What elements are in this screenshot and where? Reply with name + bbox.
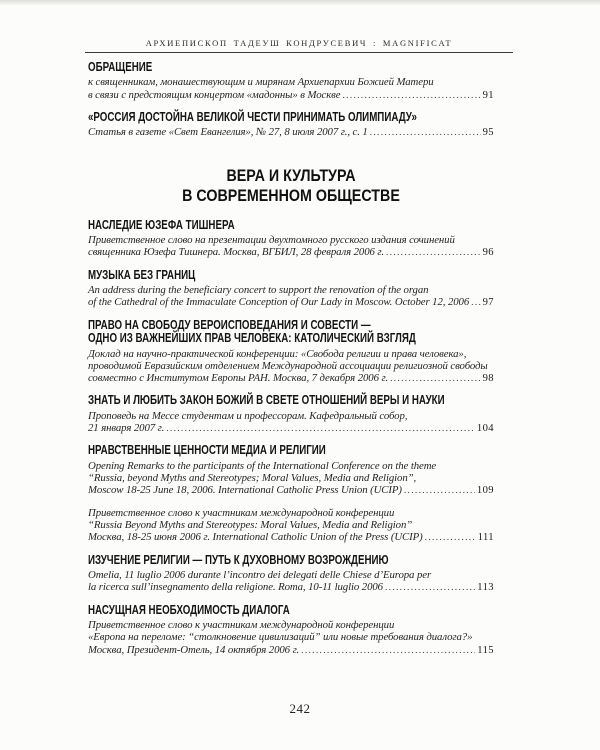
entry-title: ОБРАЩЕНИЕ xyxy=(88,60,153,74)
dot-leader xyxy=(390,373,481,385)
toc-entry xyxy=(88,219,494,260)
entry-desc-line: «Европа на переломе: “столкновение цивилизаций” или новые требования диалога?» xyxy=(88,631,473,644)
entry-desc-line: Приветственное слово к участникам международной конференции xyxy=(88,506,395,519)
entry-desc-line: к священникам, монашествующим и мирянам Архиепархии Божией Матери xyxy=(88,76,434,89)
entry-desc-tail: of the Cathedral of the Immaculate Conception of Our Lady in Moscow. October 12, 2006 xyxy=(88,296,470,309)
entry-page-number: 95 xyxy=(482,127,494,139)
entry-page-number: 97 xyxy=(482,297,494,309)
entry-desc-tail: Статья в газете «Свет Евангелия», № 27, 8 июля 2007 г., с. 1 xyxy=(88,126,368,139)
entry-dotline xyxy=(88,89,494,102)
entry-desc-line: Omelia, 11 luglio 2006 durante l’incontro dei delegati delle Chiese d’Europa per xyxy=(88,569,432,581)
entry-dotline xyxy=(88,126,494,139)
dot-leader xyxy=(404,485,475,497)
entry-description xyxy=(88,619,494,657)
entry-title-line-2: ОДНО ИЗ ВАЖНЕЙШИХ ПРАВ ЧЕЛОВЕКА: КАТОЛИЧЕСКИЙ ВЗГЛЯД xyxy=(88,331,416,346)
entry-desc-tail: священника Юзефа Тишнера. Москва, ВГБИЛ, 28 февраля 2006 г. xyxy=(88,246,384,259)
entry-description xyxy=(88,460,494,498)
entry-description xyxy=(88,507,494,545)
entry-dotline xyxy=(88,581,494,594)
entry-desc-tail: 21 января 2007 г. xyxy=(88,422,165,435)
section-title-line-2: В СОВРЕМЕННОМ ОБЩЕСТВЕ xyxy=(182,185,400,205)
entry-desc-tail: Москва, Президент-Отель, 14 октября 2006 г. xyxy=(88,643,300,656)
entry-description xyxy=(88,284,494,310)
entry-title: НАСУЩНАЯ НЕОБХОДИМОСТЬ ДИАЛОГА xyxy=(88,602,290,617)
toc-entry xyxy=(88,269,494,310)
entry-dotline xyxy=(88,531,494,544)
entry-desc-tail: совместно с Институтом Европы РАН. Москва, 7 декабря 2006 г. xyxy=(88,372,389,385)
entry-page-number: 98 xyxy=(482,373,494,385)
entry-title: ЗНАТЬ И ЛЮБИТЬ ЗАКОН БОЖИЙ В СВЕТЕ ОТНОШЕНИЙ ВЕРЫ И НАУКИ xyxy=(88,393,445,408)
dot-leader xyxy=(370,127,481,139)
entry-title: НРАВСТВЕННЫЕ ЦЕННОСТИ МЕДИА И РЕЛИГИИ xyxy=(88,443,326,458)
entry-title: «РОССИЯ ДОСТОЙНА ВЕЛИКОЙ ЧЕСТИ ПРИНИМАТЬ ОЛИМПИАДУ» xyxy=(88,110,417,124)
toc-entry xyxy=(88,111,494,140)
entry-desc-line: проводимой Евразийским отделением Международной ассоциации религиозной свободы xyxy=(88,359,488,372)
entry-desc-line: “Russia, beyond Myths and Stereotypes; Moral Values, Media and Religion”, xyxy=(88,472,417,485)
folio-page-number: 242 xyxy=(289,701,311,716)
section-title xyxy=(88,166,494,206)
toc-entry xyxy=(88,444,494,497)
entry-page-number: 104 xyxy=(476,423,494,435)
entry-description xyxy=(88,126,494,139)
entry-desc-tail: в связи с предстоящим концертом «мадонны» в Москве xyxy=(88,88,341,101)
dot-leader xyxy=(342,90,480,102)
entry-dotline xyxy=(88,296,494,309)
toc-entry-untitled xyxy=(88,507,494,545)
entry-dotline xyxy=(88,644,494,657)
entry-dotline xyxy=(88,422,494,435)
entry-desc-line: “Russia Beyond Myths and Stereotypes: Moral Values, Media and Religion” xyxy=(88,519,413,531)
entry-desc-tail: Moscow 18-25 June 18, 2006. International Catholic Press Union (UCIP) xyxy=(88,484,402,497)
dot-leader xyxy=(425,532,476,544)
entry-desc-line: Opening Remarks to the participants of the International Conference on the theme xyxy=(88,459,437,472)
toc-entry xyxy=(88,394,494,435)
entry-desc-line: An address during the beneficiary concert to support the renovation of the organ xyxy=(88,284,429,297)
dot-leader xyxy=(301,645,475,657)
entry-desc-line: Проповедь на Мессе студентам и профессорам. Кафедральный собор, xyxy=(88,409,408,422)
entry-title: НАСЛЕДИЕ ЮЗЕФА ТИШНЕРА xyxy=(88,217,235,232)
entry-description xyxy=(88,234,494,260)
running-header: АРХИЕПИСКОП ТАДЕУШ КОНДРУСЕВИЧ : MAGNIFICAT xyxy=(85,38,513,53)
dot-leader xyxy=(471,297,480,309)
entry-dotline xyxy=(88,246,494,259)
entry-page-number: 113 xyxy=(477,582,494,594)
entry-desc-tail: Москва, 18-25 июня 2006 г. International Catholic Union of the Press (UCIP) xyxy=(88,531,423,544)
entry-title: МУЗЫКА БЕЗ ГРАНИЦ xyxy=(88,267,196,282)
entry-description xyxy=(88,410,494,436)
entry-description xyxy=(88,348,494,386)
entry-title-line-1: ПРАВО НА СВОБОДУ ВЕРОИСПОВЕДАНИЯ И СОВЕСТИ — xyxy=(88,317,371,332)
dot-leader xyxy=(385,582,475,594)
table-of-contents xyxy=(88,61,494,666)
entry-desc-line: Приветственное слово к участникам международной конференции xyxy=(88,619,395,631)
entry-dotline xyxy=(88,484,494,497)
entry-dotline xyxy=(88,372,494,385)
entry-desc-line: Доклад на научно-практической конференции: «Свобода религии и права человека», xyxy=(88,347,467,360)
entry-page-number: 115 xyxy=(477,644,494,656)
toc-entry xyxy=(88,604,494,657)
entry-page-number: 91 xyxy=(482,89,494,101)
entry-page-number: 111 xyxy=(477,532,494,544)
entry-description xyxy=(88,76,494,102)
dot-leader xyxy=(386,247,481,259)
section-title-line-1: ВЕРА И КУЛЬТУРА xyxy=(226,165,356,185)
dot-leader xyxy=(166,423,475,435)
entry-desc-tail: la ricerca sull’insegnamento della religione. Roma, 10-11 luglio 2006 xyxy=(88,581,383,594)
entry-title: ИЗУЧЕНИЕ РЕЛИГИИ — ПУТЬ К ДУХОВНОМУ ВОЗРОЖДЕНИЮ xyxy=(88,552,389,567)
scan-edge-shadow xyxy=(0,0,600,6)
entry-page-number: 96 xyxy=(482,247,494,259)
entry-desc-line: Приветственное слово на презентации двухтомного русского издания сочинений xyxy=(88,234,455,247)
toc-entry xyxy=(88,319,494,386)
entry-description xyxy=(88,569,494,595)
toc-entry xyxy=(88,61,494,102)
toc-entry xyxy=(88,554,494,595)
entry-page-number: 109 xyxy=(476,485,494,497)
